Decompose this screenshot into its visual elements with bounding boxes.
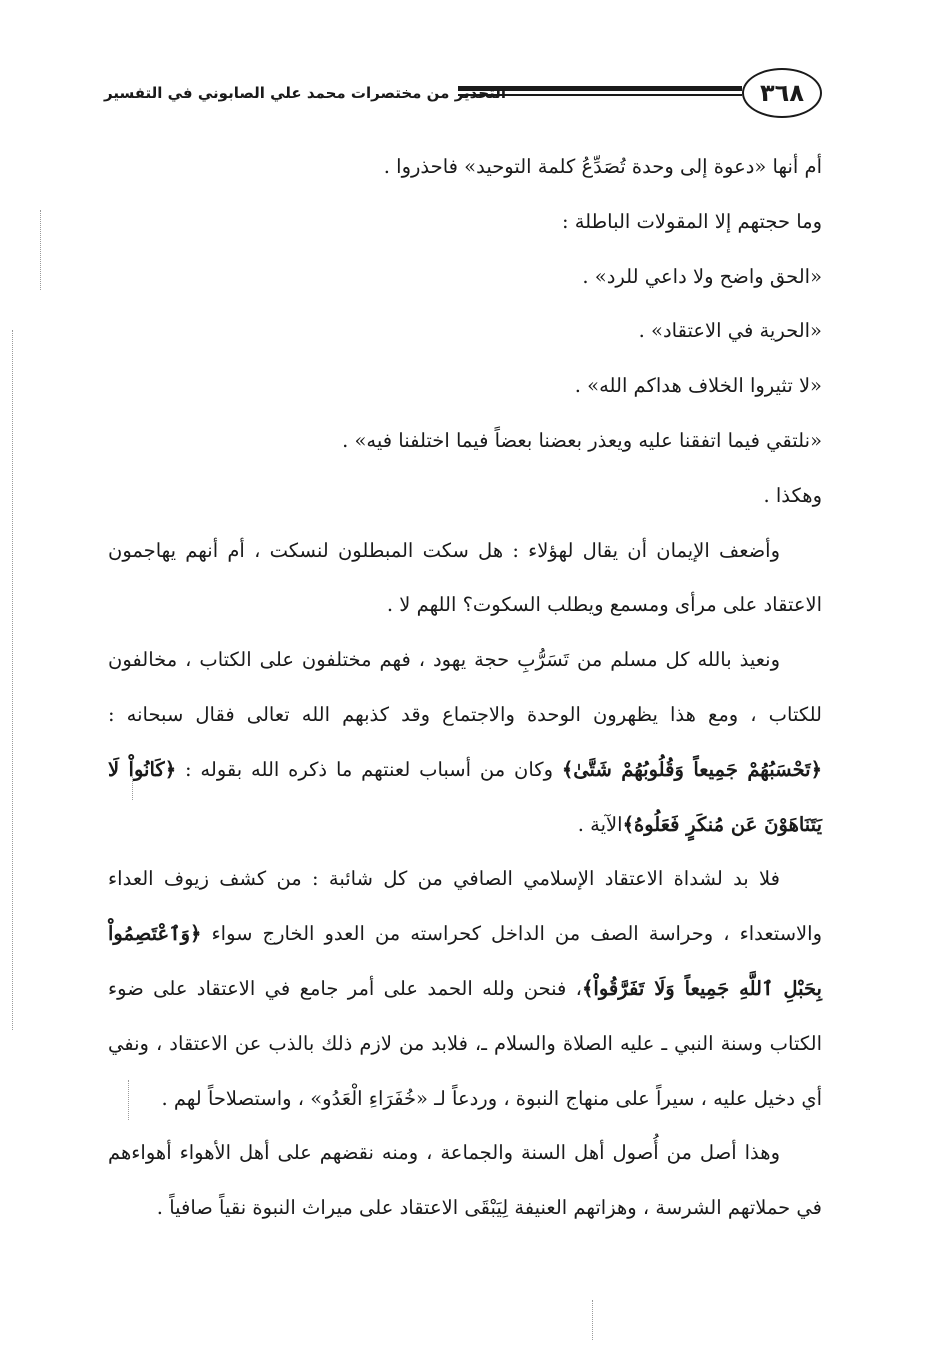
- scan-artifact: [128, 1080, 129, 1120]
- paragraph: وما حجتهم إلا المقولات الباطلة :: [561, 209, 822, 233]
- page-number: ٣٦٨: [742, 68, 822, 118]
- scan-artifact: [12, 330, 13, 1030]
- quoted-saying: «الحق واضح ولا داعي للرد» .: [582, 264, 822, 288]
- paragraph-text: فلا بد لشداة الاعتقاد الإسلامي الصافي من كل شائبة : من كشف زيوف العداء والاستعداء ، وحراسة الصف من الداخل كحراسته من العدو الخارج سواء: [108, 867, 822, 946]
- quoted-saying: «الحرية في الاعتقاد» .: [638, 319, 822, 343]
- quran-verse: ﴿كَانُواْ لَا يَتَنَاهَوْنَ عَن مُنكَرٍ فَعَلُوهُ﴾: [108, 757, 822, 836]
- scan-artifact: [592, 1300, 593, 1340]
- quoted-saying: «لا تثيروا الخلاف هداكم الله» .: [574, 374, 822, 398]
- quran-verse: ﴿تَحْسَبُهُمْ جَمِيعاً وَقُلُوبُهُمْ شَتَّىٰ﴾: [561, 757, 823, 781]
- scan-artifact: [40, 210, 41, 290]
- running-title: التحذير من مختصرات محمد علي الصابوني في التفسير: [104, 84, 507, 102]
- paragraph-text: ، فنحن ولله الحمد على أمر جامع في الاعتقاد على ضوء الكتاب وسنة النبي ـ عليه الصلاة والسلام ـ، فلابد من لازم ذلك بالذب عن الاعتقاد ، ونفي أي دخيل عليه ، سيراً على منهاج النبوة ، وردعاً لـ «خُفَرَاءِ الْعَدُو» ، واستصلاحاً لهم .: [108, 976, 822, 1110]
- paragraph: [108, 633, 822, 852]
- paragraph-text: وكان من أسباب لعنتهم ما ذكره الله بقوله :: [185, 757, 554, 781]
- paragraph: وأضعف الإيمان أن يقال لهؤلاء : هل سكت المبطلون لنسكت ، أم أنهم يهاجمون الاعتقاد على مرأى ومسمع ويطلب السكوت؟ اللهم لا .: [108, 538, 822, 617]
- page-header: [80, 68, 822, 128]
- paragraph: [108, 852, 822, 1126]
- body-text: [108, 140, 822, 1236]
- scan-artifact: [132, 760, 133, 800]
- paragraph: وهكذا .: [763, 483, 822, 507]
- paragraph-text: الآية .: [577, 812, 623, 836]
- paragraph: أم أنها «دعوة إلى وحدة تُصَدِّعُ كلمة التوحيد» فاحذروا .: [383, 155, 822, 178]
- quoted-saying: «نلتقي فيما اتفقنا عليه ويعذر بعضنا بعضاً فيما اختلفنا فيه» .: [342, 428, 822, 452]
- quran-verse: ﴿وَٱعْتَصِمُواْ بِحَبْلِ ٱللَّهِ جَمِيعاً وَلَا تَفَرَّقُواْ﴾: [108, 922, 822, 1000]
- paragraph: وهذا أصل من أُصول أهل السنة والجماعة ، ومنه نقضهم على أهل الأهواء أهواءهم في حملاتهم الشرسة ، وهزاتهم العنيفة لِيَبْقَى الاعتقاد على ميراث النبوة نقياً صافياً .: [108, 1141, 822, 1220]
- paragraph-text: ونعيذ بالله كل مسلم من تَسَرُّبِ حجة يهود ، فهم مختلفون على الكتاب ، مخالفون للكتاب ، ومع هذا يظهرون الوحدة والاجتماع وقد كذبهم الله تعالى فقال سبحانه :: [108, 648, 822, 726]
